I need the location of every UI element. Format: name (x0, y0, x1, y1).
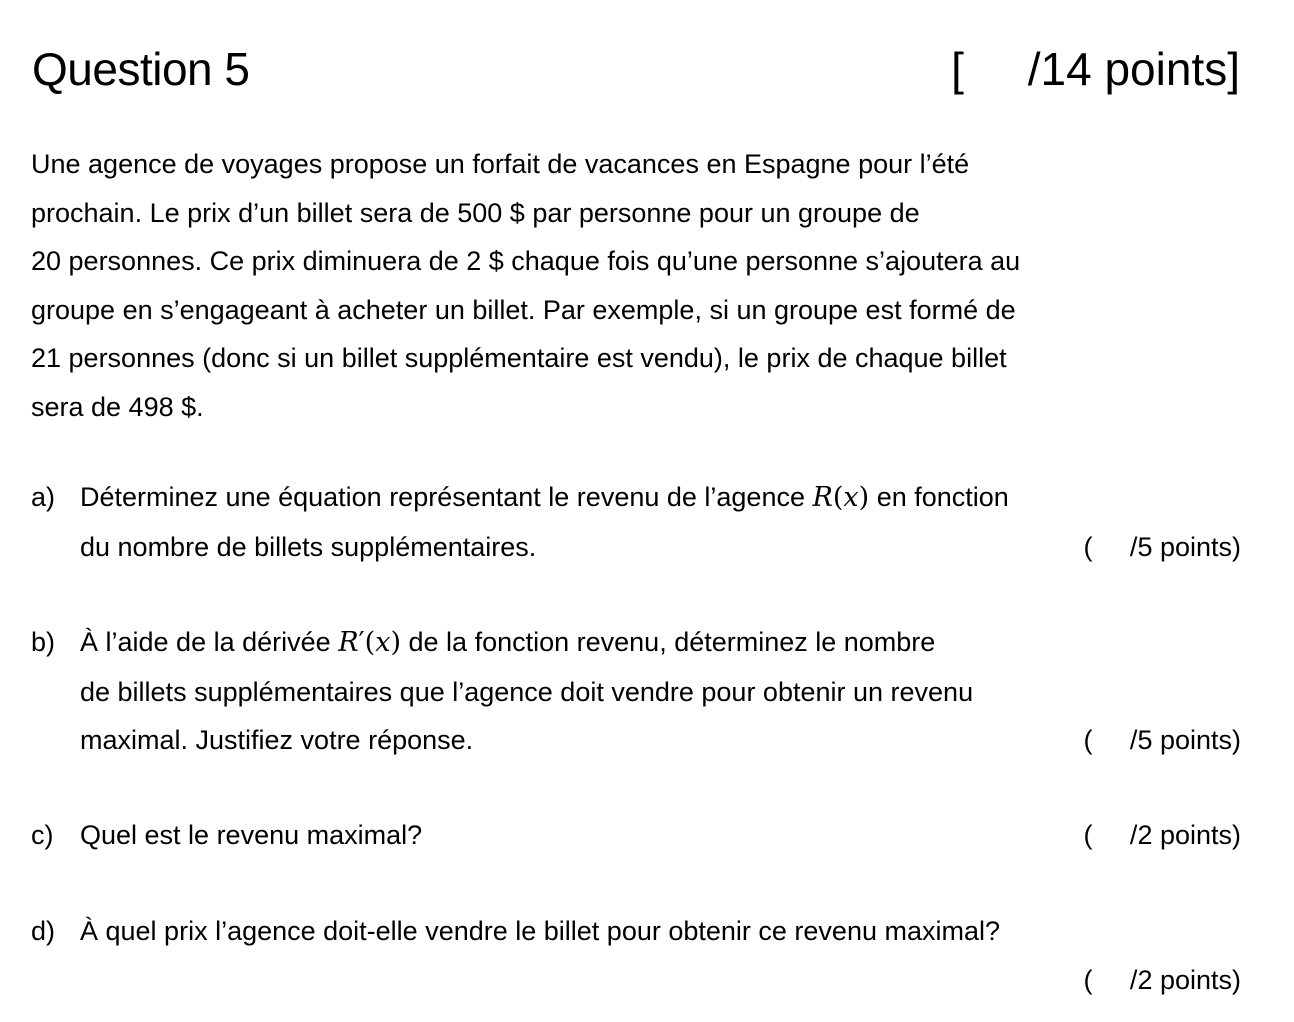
math-function-name: R (338, 627, 359, 658)
statement-line: 20 personnes. Ce prix diminuera de 2 $ chaque fois qu’une personne s’ajoutera au (31, 246, 1021, 276)
sub-question-d (31, 907, 1241, 995)
statement-line: prochain. Le prix d’un billet sera de 500 $ par personne pour un groupe de (31, 197, 920, 228)
sub-question-line (31, 473, 1241, 523)
points-value: ( /5 points) (1083, 725, 1241, 755)
sub-question-text: du nombre de billets supplémentaires. (80, 531, 537, 562)
sub-question-text: À l’aide de la dérivée (80, 627, 331, 657)
points-value: ( /2 points) (1083, 964, 1241, 995)
total-points: [ /14 points] (951, 43, 1240, 95)
math-variable: x (843, 482, 859, 513)
math-function-name: R (812, 482, 833, 513)
sub-question-line (31, 523, 1241, 572)
math-variable: x (375, 627, 391, 658)
sub-question-text: Quel est le revenu maximal? (80, 820, 423, 850)
sub-question-line (31, 811, 1241, 860)
sub-question-line (31, 668, 1241, 717)
statement-line: 21 personnes (donc si un billet supplémentaire est vendu), le prix de chaque billet (31, 343, 1007, 373)
sub-question-label: a) (31, 482, 56, 512)
sub-question-label: d) (31, 916, 56, 946)
sub-question-text: Déterminez une équation représentant le revenu de l’agence (80, 482, 805, 512)
sub-question-text: À quel prix l’agence doit-elle vendre le billet pour obtenir ce revenu maximal? (80, 916, 1001, 946)
sub-question-text: maximal. Justifiez votre réponse. (80, 725, 474, 755)
sub-question-line (31, 618, 1241, 668)
statement-line: groupe en s’engageant à acheter un billet. Par exemple, si un groupe est formé de (31, 294, 1016, 325)
sub-question-text: en fonction (876, 482, 1009, 512)
sub-question-c (31, 811, 1241, 860)
problem-statement (31, 140, 1241, 431)
derivative-expression (338, 627, 401, 658)
sub-question-label: b) (31, 627, 56, 657)
math-open-paren: ( (832, 482, 844, 513)
question-title: Question 5 (32, 43, 250, 95)
sub-question-line (31, 716, 1241, 765)
sub-question-text: de la fonction revenu, déterminez le nombre (408, 627, 936, 657)
math-close-paren: ) (390, 627, 401, 658)
sub-question-line (31, 907, 1241, 956)
sub-question-b (31, 618, 1241, 765)
statement-line: Une agence de voyages propose un forfait de vacances en Espagne pour l’été (31, 149, 970, 179)
sub-question-a (31, 473, 1241, 571)
math-close-paren: ) (858, 482, 870, 513)
sub-question-text: de billets supplémentaires que l’agence doit vendre pour obtenir un revenu (80, 676, 974, 707)
math-open-paren: ( (364, 627, 376, 658)
math-prime: ′ (358, 627, 365, 658)
statement-line: sera de 498 $. (31, 391, 204, 422)
points-value: ( /5 points) (1083, 531, 1241, 562)
points-value: ( /2 points) (1083, 820, 1241, 850)
sub-question-label: c) (31, 820, 54, 850)
question-header (32, 36, 1240, 102)
revenue-function-expression (813, 482, 870, 513)
